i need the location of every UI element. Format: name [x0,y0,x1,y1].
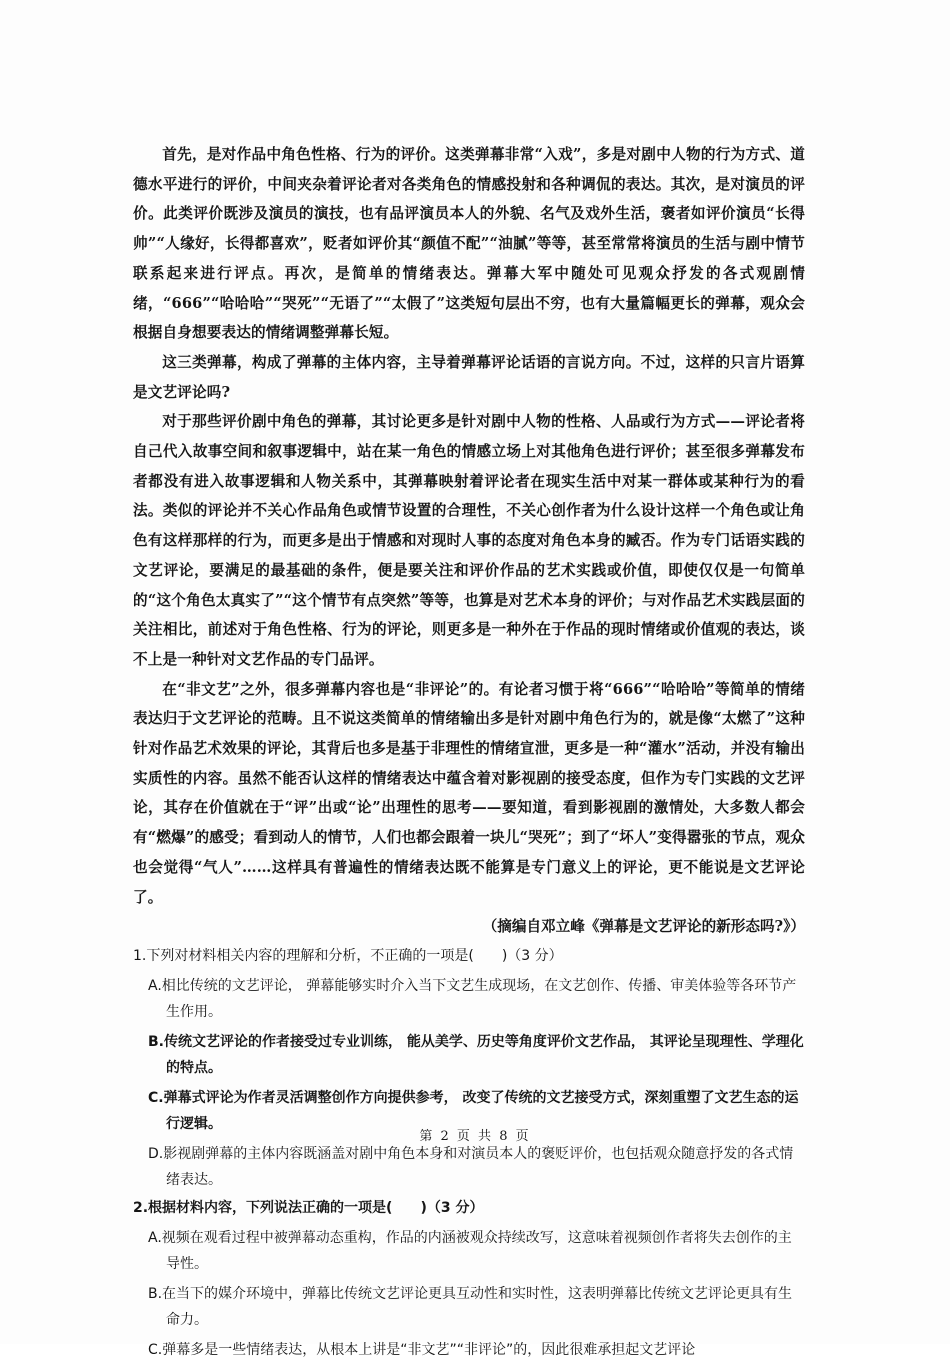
passage-paragraph-3: 对于那些评价剧中角色的弹幕，其讨论更多是针对剧中人物的性格、人品或行为方式——评论者将自己代入故事空间和叙事逻辑中，站在某一角色的情感立场上对其他角色进行评价；甚至很多弹幕发布者都没有进入故事逻辑和人物关系中，其弹幕映射着评论者在现实生活中对某一群体或某种行为的看法。类似的评论并不关心作品角色或情节设置的合理性，不关心创作者为什么设计这样一个角色或让角色有这样那样的行为，而更多是出于情感和对现时人事的态度对角色本身的臧否。作为专门话语实践的文艺评论，要满足的最基础的条件，便是要关注和评价作品的艺术实践或价值，即使仅仅是一句简单的“这个角色太真实了”“这个情节有点突然”等等，也算是对艺术本身的评价；与对作品艺术实践层面的关注相比，前述对于角色性格、行为的评论，则更多是一种外在于作品的现时情绪或价值观的表达，谈不上是一种针对文艺作品的专门品评。 [133,413,805,668]
page-content [133,140,805,1363]
option-a: A.视频在观看过程中被弹幕动态重构，作品的内涵被观众持续改写，这意味着视频创作者将失去创作的主导性。 [148,1230,792,1273]
question-2 [133,1195,805,1363]
option-d: D.影视剧弹幕的主体内容既涵盖对剧中角色本身和对演员本人的褒贬评价，也包括观众随意抒发的各式情绪表达。 [148,1146,794,1189]
passage-paragraph-2: 这三类弹幕，构成了弹幕的主体内容，主导着弹幕评论话语的言说方向。不过，这样的只言片语算是文艺评论吗? [133,353,805,401]
option-a: A.相比传统的文艺评论， 弹幕能够实时介入当下文艺生成现场，在文艺创作、传播、审美体验等各环节产生作用。 [148,978,797,1021]
option-c: C.弹幕式评论为作者灵活调整创作方向提供参考， 改变了传统的文艺接受方式，深刻重塑了文艺生态的运行逻辑。 [148,1090,799,1133]
page-footer: 第 2 页 共 8 页 [419,1129,531,1144]
passage-paragraph-1: 首先，是对作品中角色性格、行为的评价。这类弹幕非常“入戏”，多是对剧中人物的行为方式、道德水平进行的评价，中间夹杂着评论者对各类角色的情感投射和各种调侃的表达。其次，是对演员的评价。此类评价既涉及演员的演技，也有品评演员本人的外貌、名气及戏外生活，褒者如评价演员“长得帅”“人缘好，长得都喜欢”，贬者如评价其“颜值不配”“油腻”等等，甚至常常将演员的生活与剧中情节联系起来进行评点。再次，是简单的情绪表达。弹幕大军中随处可见观众抒发的各式观剧情绪，“666”“哈哈哈”“哭死”“无语了”“太假了”这类短句层出不穷，也有大量篇幅更长的弹幕，观众会根据自身想要表达的情绪调整弹幕长短。 [133,146,805,342]
option-b: B.在当下的媒介环境中，弹幕比传统文艺评论更具互动性和实时性，这表明弹幕比传统文艺评论更具有生命力。 [148,1286,793,1329]
passage-paragraph-4: 在“非文艺”之外，很多弹幕内容也是“非评论”的。有论者习惯于将“666”“哈哈哈”等简单的情绪表达归于文艺评论的范畴。且不说这类简单的情绪输出多是针对剧中角色行为的，就是像“太燃了”这种针对作品艺术效果的评论，其背后也多是基于非理性的情绪宣泄，更多是一种“灌水”活动，并没有输出实质性的内容。虽然不能否认这样的情绪表达中蕴含着对影视剧的接受态度，但作为专门实践的文艺评论，其存在价值就在于“评”出或“论”出理性的思考——要知道，看到影视剧的激情处，大多数人都会有“燃爆”的感受；看到动人的情节，人们也都会跟着一块儿“哭死”；到了“坏人”变得嚣张的节点，观众也会觉得“气人”……这样具有普遍性的情绪表达既不能算是专门意义上的评论，更不能说是文艺评论了。 [133,680,805,906]
option-c: C.弹幕多是一些情绪表达，从根本上讲是“非文艺”“非评论”的，因此很难承担起文艺评论 [148,1342,696,1359]
question-stem: 2.根据材料内容，下列说法正确的一项是( )（3 分） [133,1200,484,1217]
question-1 [133,943,805,1193]
question-stem: 1.下列对材料相关内容的理解和分析，不正确的一项是( )（3 分） [133,948,563,965]
passage-source: （摘编自邓立峰《弹幕是文艺评论的新形态吗?》） [482,918,805,936]
option-b: B.传统文艺评论的作者接受过专业训练， 能从美学、历史等角度评价文艺作品， 其评论呈现理性、学理化的特点。 [148,1034,804,1077]
